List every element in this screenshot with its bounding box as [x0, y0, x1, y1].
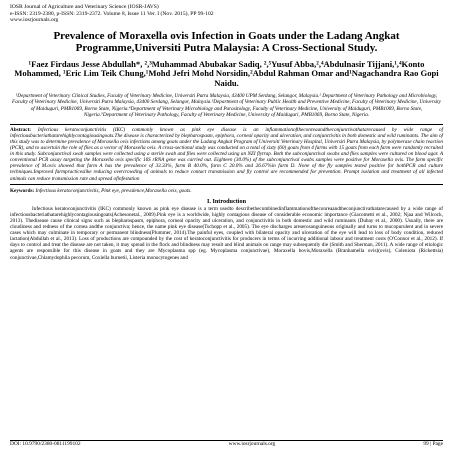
keywords-label: Keywords:	[10, 187, 35, 194]
keywords	[10, 188, 443, 194]
abstract-text: Infectious keratoconjunctivitis (IKC) commonly known as pink eye disease is an inflammationoftheconreaandtheconjunctivathatarecaused by wide range of infectiousbacteriathatarehighlycontagiousingoats.The disease is characterized by blepharospasm, epiphora, corneal opacity and ulceration, and conjunctivitis in both domestic and wild ruminants. The aim of this study was to determine prevalence of Moraxella ovis infections among goats under the Ladang Angkat Program of Universiti Veterinary Hospital, Universiti Putra Malaysia, by polymerase chain reaction (PCR), and to ascertain the role of flies as a vector of Moraxella ovis. A cross-sectional study was conducted on a total of sixty (60) goats from 4 farms with 15 goats from each farm were randomly recruited in this study. Subconjunctival swab samples were collected using a sterile swab and flies were collected using an NZI flytrap. Both the subconjunctival swabs and flies samples were cultured on blood agar. A conventional PCR assay targeting the Moraxella ovis specific 16S rRNA gene was carried out. Eighteen (30.0%) of the subconjunctival swabs samples were positive for Moraxella ovis. The farm specific prevalence of M.ovis showed that farm A has the prevalence of 33.33%, farm B 40.0%, farm C 20.0% and 26.67%in farm D. None of the fly samples tested positive for bothPCR and culture techniques.Improved farmpracticeslike reducing overcrowding of animals to reduce contact transmission and fly control are recommended for prevention. Prompt isolation and treatment of all infected animals can reduce transmission rate and spread ofinfestation	[10, 126, 444, 182]
journal-website[interactable]: www.iosrjournals.org	[10, 17, 59, 24]
section-heading: I. Introduction	[206, 197, 247, 205]
journal-name: IOSR Journal of Agriculture and Veterinary Science (IOSR-JAVS)	[10, 4, 159, 10]
journal-header	[10, 4, 443, 24]
issn-line: e-ISSN: 2319-2380, p-ISSN: 2319-2372. Volume 8, Issue 11 Ver. I (Nov. 2015), PP 99-102	[10, 10, 214, 17]
introduction-text: Infectious keratoconjunctivitis (IKC) commonly known as pink eye disease is a term usedto describethecombinedinflammationoftheconreaandtheconjunctivathatarecaused by a wide range of infectiousbacteriathatarehighlycontagiousingoats(Achesonetal., 2009).Pink eye is a worldwide, highly contagious disease of considerable economic importance (Giacometti et al., 2002; Njaa and Wilcock, 2013). Thedisease cause clinical signs such as blepharospasm, epiphora, corneal opacity and ulceration, and conjunctivitis in both domestic and wild ruminants (Dubay et al., 2000). Usually, there are cloudiness and redness of the cornea andthe conjunctiva; hence, the name pink eye disease(Tschopp et al., 2005). The eye discharges areserosanguineous originally and turns to mucopurulent and in severe cases which may culminate in temporary or permanent blindness(Plummer, 2014).The painful eyes, coupled with bilateral opacity and ulceration of the eye will lead to loss of body condition, reduced lactation(Abdullah et al., 2013). Loss of productions are compounded by the cost of keratoconjunctivitis for producers in terms of incurring additional labour and treatment costs (O'Connor et al., 2012). If days to control and treat the disease are not taken, it may spread in the flock and blindness may result and blind animals on range may subsequently die (Smith and Sherman, 2011). A wide range of etiologic agents are responsible for this disease in goats and they are Mycoplasma spp (eg. Mycoplasma conjunctivae), Moraxella bovis,Moraxella (Branhamella ovis)(ovis), Coleniota (Rickettsia) conjunctivae,Chlamydophila pecorum, Coxiella burnetii, Listeria monocytogenes and	[10, 205, 443, 261]
affiliations: ¹Department of Veterinary Clinical Studies, Faculty of Veterinary Medicine, Universiti Putra Malaysia, 43400 UPM Serdang, Selangor, Malaysia.² Department of Veterinary Pathology and Microbiology, Faculty of Veterinary Medicine, Universiti Putra Malaysia, 43400 Serdang, Selangor, Malaysia.³Department of Veterinary Public Health and Preventive Medicine, Faculty of Veterinary Medicine, University of Maiduguri, PMB1069, Borno State, Nigeria.⁴Department of Veterinary Microbiology and Parasitology, Faculty of Veterinary Medicine, University of Maiduguri, PMB1069, Borno State, Nigeria.⁵Department of Veterinary Pathology, Faculty of Veterinary Medicine, University of Maiduguri, PMB1069, Borno State, Nigeria.	[12, 93, 441, 118]
abstract-box	[10, 124, 443, 185]
abstract	[10, 127, 443, 182]
keywords-text: Infectious keratoconjunctivitis, Pink eye, prevalence,Moraxella ovis, goats.	[35, 187, 192, 194]
doi-text: DOI: 10.9790/2380-0811199102	[10, 441, 81, 447]
footer-website[interactable]: www.iosrjournals.org	[228, 441, 276, 447]
author-list: ¹Faez Firdaus Jesse Abdullah*, ²,³Muhammad Abubakar Sadiq, ²,⁵Yusuf Abba,²,⁴Abdulnasir Tijjani,¹,⁴Konto Mohammed, ¹Eric Lim Teik Chung,¹Mohd Jefri Mohd Norsidin,²Abdul Rahman Omar and¹Nagachandra Rao Gopi Naidu.	[14, 58, 439, 88]
paper-title: Prevalence of Moraxella ovis Infection in Goats under the Ladang Angkat Programme,Universiti Putra Malaysia: A Cross-Sectional Study.	[53, 29, 400, 55]
page-number: 99 | Page	[423, 441, 443, 447]
page-footer	[10, 440, 443, 448]
abstract-label: Abstract:	[10, 126, 32, 133]
